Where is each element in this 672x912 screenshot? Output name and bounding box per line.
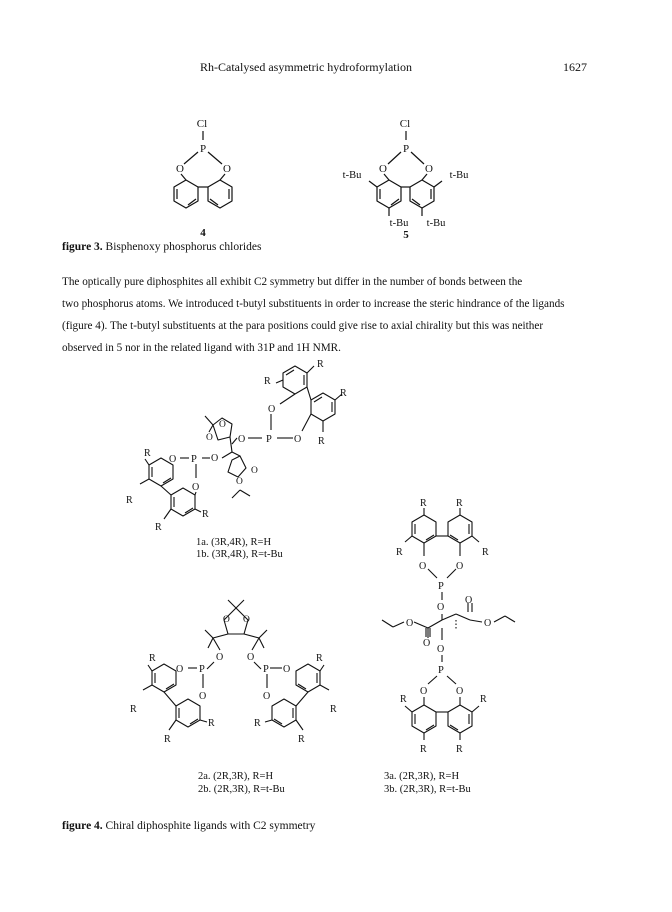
atom-o: O bbox=[223, 615, 230, 625]
t-bu-group: t-Bu bbox=[342, 170, 362, 181]
substituent-r: R bbox=[340, 388, 347, 399]
atom-p: P bbox=[199, 143, 207, 155]
atom-o: O bbox=[176, 163, 184, 175]
substituent-r: R bbox=[318, 436, 325, 447]
atom-o: O bbox=[484, 618, 492, 629]
atom-o: O bbox=[236, 477, 243, 487]
atom-o: O bbox=[294, 434, 302, 445]
substituent-r: R bbox=[316, 653, 323, 664]
atom-o: O bbox=[247, 652, 255, 663]
compound-4-structure bbox=[174, 118, 232, 239]
atom-o: O bbox=[456, 686, 464, 697]
substituent-r: R bbox=[208, 718, 215, 729]
substituent-r: R bbox=[482, 547, 489, 558]
ligand-2-structure bbox=[130, 600, 337, 795]
page-number: 1627 bbox=[563, 60, 587, 74]
figure-4-caption-prefix: figure 4. bbox=[62, 820, 103, 832]
atom-p: P bbox=[263, 664, 269, 675]
atom-o: O bbox=[456, 561, 464, 572]
atom-o: O bbox=[406, 618, 414, 629]
substituent-r: R bbox=[420, 498, 427, 509]
atom-o: O bbox=[219, 420, 226, 430]
atom-p: P bbox=[402, 143, 410, 155]
atom-o: O bbox=[419, 561, 427, 572]
ligand-3a-label: 3a. (2R,3R), R=H bbox=[384, 771, 460, 782]
compound-label: 4 bbox=[200, 227, 206, 239]
atom-o: O bbox=[425, 163, 433, 175]
atom-p: P bbox=[438, 581, 444, 592]
substituent-r: R bbox=[155, 522, 162, 533]
paragraph-line: (figure 4). The t-butyl substituents at the para positions could give rise to axial chirality but this was neither bbox=[62, 320, 544, 332]
compound-label: 5 bbox=[403, 229, 409, 241]
ligand-1b-label: 1b. (3R,4R), R=t-Bu bbox=[196, 549, 283, 560]
atom-cl: Cl bbox=[196, 118, 208, 130]
atom-p: P bbox=[191, 454, 197, 465]
atom-o: O bbox=[420, 686, 428, 697]
atom-o: O bbox=[437, 602, 445, 613]
atom-o: O bbox=[206, 433, 213, 443]
atom-o: O bbox=[238, 434, 246, 445]
t-bu-group: t-Bu bbox=[389, 218, 409, 229]
substituent-r: R bbox=[254, 718, 261, 729]
figure-4-caption bbox=[62, 820, 315, 832]
ligand-2a-label: 2a. (2R,3R), R=H bbox=[198, 771, 274, 782]
atom-o: O bbox=[199, 691, 207, 702]
ligand-2b-label: 2b. (2R,3R), R=t-Bu bbox=[198, 784, 285, 795]
atom-o: O bbox=[379, 163, 387, 175]
atom-o: O bbox=[263, 691, 271, 702]
atom-o: O bbox=[192, 482, 200, 493]
atom-o: O bbox=[268, 404, 276, 415]
substituent-r: R bbox=[456, 744, 463, 755]
ligand-1a-label: 1a. (3R,4R), R=H bbox=[196, 537, 272, 548]
substituent-r: R bbox=[130, 704, 137, 715]
t-bu-group: t-Bu bbox=[449, 170, 469, 181]
atom-p: P bbox=[266, 434, 272, 445]
figure-3-caption-text: Bisphenoxy phosphorus chlorides bbox=[102, 241, 262, 253]
substituent-r: R bbox=[126, 495, 133, 506]
substituent-r: R bbox=[264, 376, 271, 387]
substituent-r: R bbox=[149, 653, 156, 664]
substituent-r: R bbox=[456, 498, 463, 509]
running-title: Rh-Catalysed asymmetric hydroformylation bbox=[200, 60, 412, 74]
atom-o: O bbox=[223, 163, 231, 175]
ligand-3-structure bbox=[382, 498, 515, 795]
substituent-r: R bbox=[396, 547, 403, 558]
substituent-r: R bbox=[330, 704, 337, 715]
substituent-r: R bbox=[317, 359, 324, 370]
substituent-r: R bbox=[400, 694, 407, 705]
t-bu-group: t-Bu bbox=[426, 218, 446, 229]
atom-p: P bbox=[199, 664, 205, 675]
figure-4-caption-text: Chiral diphosphite ligands with C2 symmetry bbox=[102, 820, 316, 832]
ligand-1-structure bbox=[126, 359, 347, 560]
substituent-r: R bbox=[480, 694, 487, 705]
atom-o: O bbox=[423, 638, 431, 649]
atom-cl: Cl bbox=[399, 118, 411, 130]
substituent-r: R bbox=[202, 509, 209, 520]
substituent-r: R bbox=[420, 744, 427, 755]
atom-o: O bbox=[216, 652, 224, 663]
substituent-r: R bbox=[144, 448, 151, 459]
atom-o: O bbox=[169, 454, 177, 465]
atom-o: O bbox=[437, 644, 445, 655]
substituent-r: R bbox=[164, 734, 171, 745]
ligand-3b-label: 3b. (2R,3R), R=t-Bu bbox=[384, 784, 471, 795]
compound-5-structure bbox=[343, 118, 469, 241]
substituent-r: R bbox=[298, 734, 305, 745]
figure-3-caption-prefix: figure 3. bbox=[62, 241, 103, 253]
atom-p: P bbox=[438, 665, 444, 676]
body-paragraph bbox=[62, 271, 618, 359]
atom-o: O bbox=[251, 466, 258, 476]
atom-o: O bbox=[176, 664, 184, 675]
paragraph-line: two phosphorus atoms. We introduced t-butyl substituents in order to increase the steric hindrance of the ligands bbox=[62, 298, 565, 310]
atom-o: O bbox=[243, 615, 250, 625]
paragraph-line: observed in 5 nor in the related ligand with 31P and 1H NMR. bbox=[62, 342, 341, 354]
paragraph-line: The optically pure diphosphites all exhibit C2 symmetry but differ in the number of bonds between the bbox=[62, 276, 523, 288]
atom-o: O bbox=[211, 453, 219, 464]
atom-o: O bbox=[283, 664, 291, 675]
atom-o: O bbox=[465, 595, 473, 606]
figure-3-caption bbox=[62, 241, 261, 253]
